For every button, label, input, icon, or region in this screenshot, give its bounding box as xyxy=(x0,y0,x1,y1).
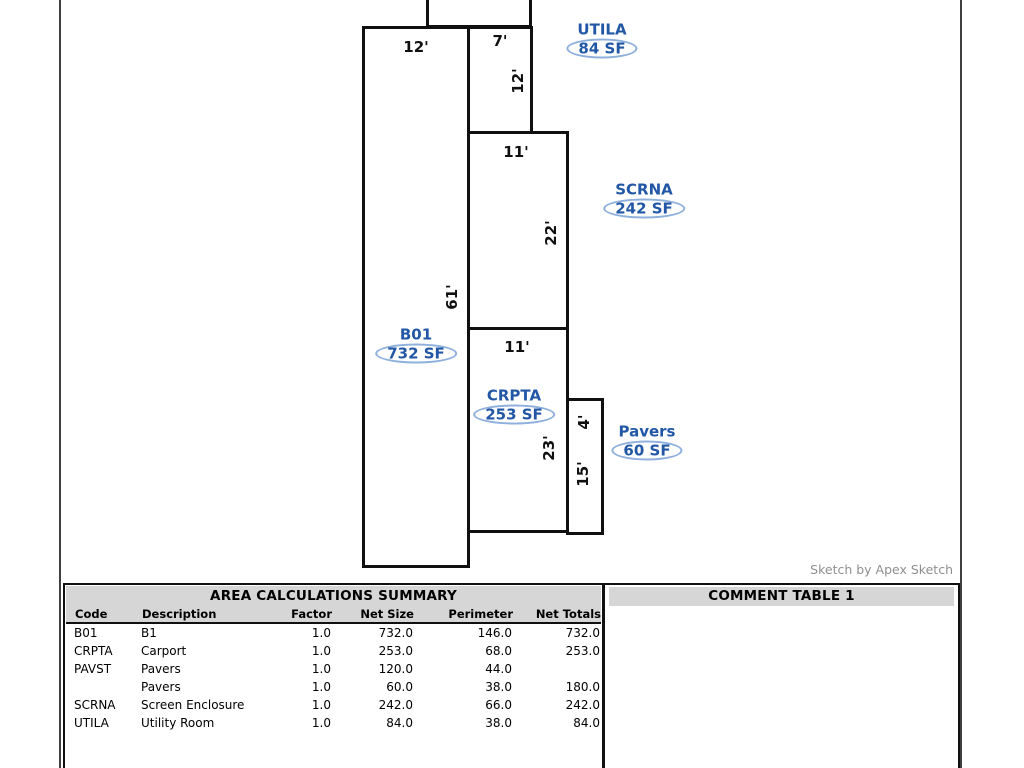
cell-description: Utility Room xyxy=(141,716,215,730)
area-size-oval: 60 SF xyxy=(611,441,682,461)
cell-net-size: 732.0 xyxy=(378,626,413,640)
cell-perimeter: 146.0 xyxy=(477,626,512,640)
cell-net-size: 253.0 xyxy=(378,644,413,658)
col-header-net-size: Net Size xyxy=(360,607,414,621)
cell-perimeter: 38.0 xyxy=(485,680,512,694)
cell-net-totals xyxy=(512,660,600,678)
cell-factor: 1.0 xyxy=(311,626,331,640)
area-table-header-row xyxy=(66,606,601,624)
cell-code: PAVST xyxy=(74,662,112,676)
dim-b01-height: 61' xyxy=(443,284,461,310)
dim-utila-height: 12' xyxy=(509,68,527,94)
cell-code: CRPTA xyxy=(74,644,113,658)
cell-description: Pavers xyxy=(141,662,181,676)
comment-table-panel xyxy=(605,585,958,768)
area-code: UTILA xyxy=(577,20,627,39)
wall-crpta xyxy=(467,327,569,533)
cell-net-size: 84.0 xyxy=(386,716,413,730)
comment-table-title: COMMENT TABLE 1 xyxy=(609,587,954,606)
cell-net-totals: 253.0 xyxy=(565,644,600,658)
cell-net-totals: 732.0 xyxy=(565,626,600,640)
table-row xyxy=(65,714,602,732)
dim-crpta-height: 23' xyxy=(540,435,558,461)
col-header-net-totals: Net Totals xyxy=(535,607,601,621)
cell-code xyxy=(65,678,141,696)
table-row xyxy=(65,660,602,678)
cell-perimeter: 66.0 xyxy=(485,698,512,712)
col-header-description: Description xyxy=(142,607,217,621)
area-code: Pavers xyxy=(618,422,676,441)
dim-b01-width: 12' xyxy=(403,38,429,56)
dim-pavers-width: 4' xyxy=(575,414,593,430)
cell-code: UTILA xyxy=(74,716,109,730)
dim-utila-width: 7' xyxy=(492,32,508,50)
page-right-border xyxy=(960,0,962,768)
area-label-crpta xyxy=(473,388,555,425)
area-size-oval: 253 SF xyxy=(473,405,555,425)
cell-code: B01 xyxy=(74,626,98,640)
area-label-scrna xyxy=(603,182,685,219)
cell-net-totals: 84.0 xyxy=(573,716,600,730)
cell-net-size: 60.0 xyxy=(386,680,413,694)
table-row xyxy=(65,624,602,642)
area-label-utila xyxy=(566,22,637,59)
sketch-credit: Sketch by Apex Sketch xyxy=(810,562,953,577)
area-size-oval: 84 SF xyxy=(566,39,637,59)
cell-net-size: 120.0 xyxy=(378,662,413,676)
table-row xyxy=(65,678,602,696)
area-calculations-title: AREA CALCULATIONS SUMMARY xyxy=(66,586,601,606)
cell-description: Screen Enclosure xyxy=(141,698,245,712)
bottom-tables xyxy=(63,583,960,768)
cell-factor: 1.0 xyxy=(311,716,331,730)
cell-description: Pavers xyxy=(141,680,181,694)
col-header-code: Code xyxy=(75,607,108,621)
cell-perimeter: 68.0 xyxy=(485,644,512,658)
cell-description: Carport xyxy=(141,644,187,658)
area-label-pavers xyxy=(611,424,682,461)
cell-factor: 1.0 xyxy=(311,644,331,658)
cell-description: B1 xyxy=(141,626,157,640)
dim-scrna-height: 22' xyxy=(542,220,560,246)
area-code: SCRNA xyxy=(615,180,673,199)
page-left-border xyxy=(59,0,61,768)
cell-code: SCRNA xyxy=(74,698,116,712)
area-label-b01 xyxy=(375,327,457,364)
dim-scrna-width: 11' xyxy=(503,143,529,161)
cell-factor: 1.0 xyxy=(311,698,331,712)
area-code: CRPTA xyxy=(486,386,542,405)
area-size-oval: 242 SF xyxy=(603,199,685,219)
col-header-factor: Factor xyxy=(291,607,332,621)
wall-pavers-top xyxy=(426,0,532,28)
cell-factor: 1.0 xyxy=(311,680,331,694)
cell-net-totals: 242.0 xyxy=(565,698,600,712)
area-calculations-panel xyxy=(65,585,605,768)
col-header-perimeter: Perimeter xyxy=(448,607,513,621)
dim-crpta-width: 11' xyxy=(504,338,530,356)
cell-net-size: 242.0 xyxy=(378,698,413,712)
cell-perimeter: 38.0 xyxy=(485,716,512,730)
table-row xyxy=(65,696,602,714)
cell-net-totals: 180.0 xyxy=(565,680,600,694)
table-row xyxy=(65,642,602,660)
cell-factor: 1.0 xyxy=(311,662,331,676)
cell-perimeter: 44.0 xyxy=(485,662,512,676)
dim-pavers-height: 15' xyxy=(574,461,592,487)
area-code: B01 xyxy=(399,325,433,344)
area-size-oval: 732 SF xyxy=(375,344,457,364)
